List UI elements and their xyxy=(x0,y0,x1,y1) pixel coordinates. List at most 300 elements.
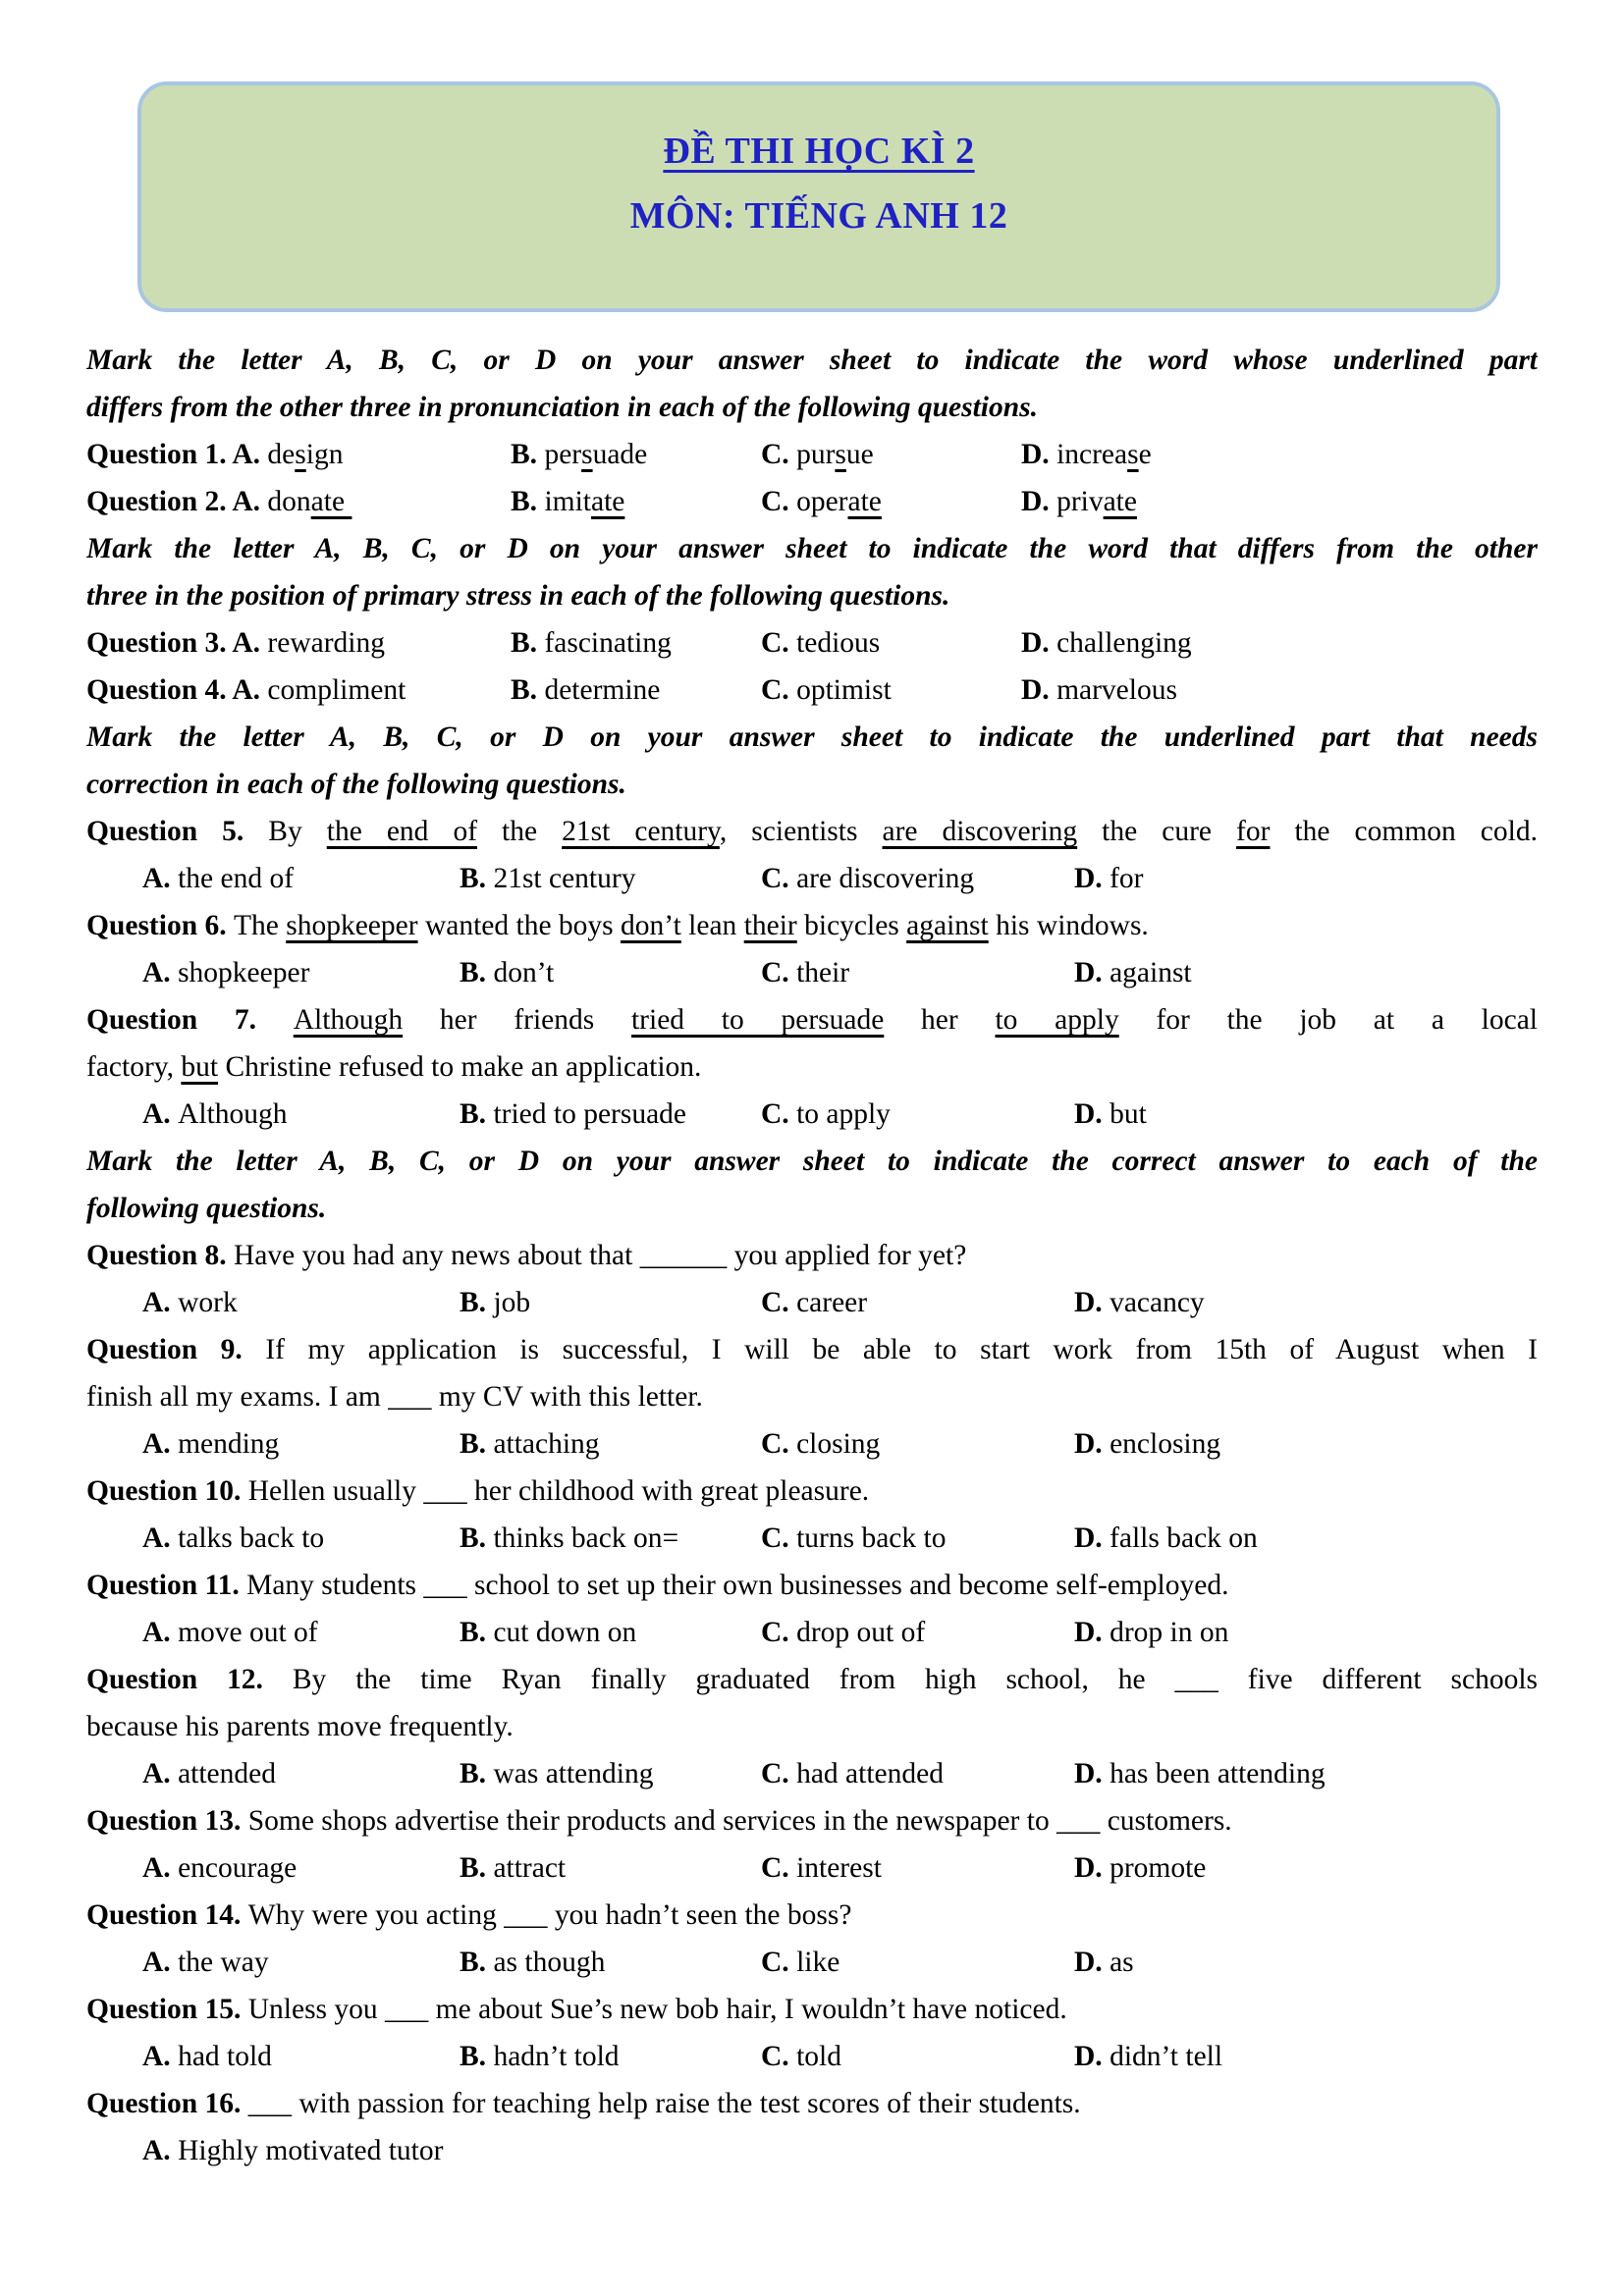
text-segment: ate xyxy=(847,486,882,517)
text-segment: marvelous xyxy=(1056,674,1177,706)
text-segment: C. xyxy=(761,1617,797,1648)
text-segment: Some shops advertise their products and services in the newspaper to ___ customers. xyxy=(247,1805,1232,1837)
text-segment: finish all my exams. I am ___ my CV with this letter. xyxy=(86,1381,703,1413)
text-segment: for xyxy=(1236,816,1271,847)
text-segment: If my application is successful, I will be able to start work from 15th of August when I xyxy=(265,1334,1538,1365)
text-segment: work xyxy=(178,1287,238,1318)
option-C xyxy=(761,1279,1074,1326)
option-A xyxy=(142,1750,460,1797)
question-13 xyxy=(86,1797,1538,1844)
question-1 xyxy=(86,431,1538,478)
option-D xyxy=(1074,1750,1538,1797)
text-segment: the end of xyxy=(178,863,295,894)
question-label-and-option-A xyxy=(86,431,511,478)
option-B xyxy=(511,478,761,525)
text-segment: increa xyxy=(1056,439,1128,470)
text-segment: three in the position of primary stress in each of the following questions. xyxy=(86,580,950,612)
text-segment: didn’t tell xyxy=(1110,2041,1223,2072)
question-label-and-option-A xyxy=(86,667,511,714)
text-segment: her friends xyxy=(403,1004,631,1036)
text-segment: falls back on xyxy=(1110,1522,1258,1554)
option-C xyxy=(761,1420,1074,1468)
text-segment: A. xyxy=(142,1522,179,1554)
text-segment: A. xyxy=(232,627,268,659)
text-segment: attract xyxy=(493,1852,567,1884)
text-segment: By the time Ryan finally graduated from high school, he ___ five different schools xyxy=(292,1664,1538,1695)
text-segment: B. xyxy=(460,1947,494,1978)
text-segment: told xyxy=(796,2041,841,2072)
text-segment: talks back to xyxy=(178,1522,325,1554)
text-segment: C. xyxy=(761,439,797,470)
question-label-and-option-A xyxy=(86,619,511,667)
text-segment: are discovering xyxy=(882,816,1078,847)
option-D xyxy=(1074,1515,1538,1562)
option-B xyxy=(460,855,761,902)
text-segment: C. xyxy=(761,627,797,659)
option-A xyxy=(142,1420,460,1468)
text-segment: their xyxy=(743,910,797,941)
text-segment: as though xyxy=(493,1947,606,1978)
text-segment: C. xyxy=(761,1287,797,1318)
text-segment: A. xyxy=(142,2041,179,2072)
text-segment: C. xyxy=(761,486,797,517)
text-segment: cut down on xyxy=(493,1617,637,1648)
text-segment: Have you had any news about that ______ you applied for yet? xyxy=(233,1240,967,1271)
text-segment: A. xyxy=(142,1098,179,1130)
option-D xyxy=(1074,1609,1538,1656)
text-segment: lean xyxy=(680,910,744,941)
option-D xyxy=(1074,1420,1538,1468)
option-B xyxy=(460,1609,761,1656)
text-segment: like xyxy=(796,1947,840,1978)
option-B xyxy=(460,1939,761,1986)
text-segment: B. xyxy=(460,1522,494,1554)
option-D xyxy=(1074,1844,1538,1892)
option-A xyxy=(142,2127,460,2174)
text-segment: A. xyxy=(142,1287,179,1318)
text-segment: their xyxy=(796,957,850,988)
text-segment: don xyxy=(267,486,311,517)
text-segment: the way xyxy=(178,1947,269,1978)
question-12 xyxy=(86,1656,1538,1703)
text-segment: A. xyxy=(142,1947,179,1978)
text-segment: had told xyxy=(178,2041,272,2072)
option-B xyxy=(511,619,761,667)
instruction-stress-line2 xyxy=(86,572,1538,619)
option-C xyxy=(761,667,1021,714)
text-segment: Mark the letter A, B, C, or D on your answer sheet to indicate the word whose underlined part xyxy=(86,345,1538,376)
text-segment: de xyxy=(267,439,296,470)
option-D xyxy=(1074,1091,1538,1138)
text-segment: shopkeeper xyxy=(286,910,418,941)
question-9-cont xyxy=(86,1373,1538,1420)
text-segment: Question 16. xyxy=(86,2088,248,2119)
exam-title: ĐỀ THI HỌC KÌ 2 xyxy=(663,131,975,172)
text-segment: ign xyxy=(305,439,344,470)
text-segment: closing xyxy=(796,1428,881,1460)
text-segment: challenging xyxy=(1056,627,1192,659)
question-label-and-option-A xyxy=(86,478,511,525)
text-segment: Although xyxy=(293,1004,404,1036)
option-C xyxy=(761,1844,1074,1892)
text-segment: Question 7. xyxy=(86,1004,294,1036)
text-segment: B. xyxy=(511,627,545,659)
text-segment: but xyxy=(1110,1098,1147,1130)
option-C xyxy=(761,1750,1074,1797)
text-segment: D. xyxy=(1074,1428,1110,1460)
text-segment: s xyxy=(295,439,306,470)
option-C xyxy=(761,1609,1074,1656)
text-segment: A. xyxy=(142,1428,179,1460)
text-segment: ate xyxy=(1103,486,1137,517)
question-9 xyxy=(86,1326,1538,1373)
text-segment: C. xyxy=(761,1947,797,1978)
question-16 xyxy=(86,2080,1538,2127)
text-segment: compliment xyxy=(267,674,406,706)
text-segment: C. xyxy=(761,863,797,894)
text-segment: Christine refused to make an application. xyxy=(218,1051,702,1083)
option-B xyxy=(460,1750,761,1797)
question-10-options xyxy=(86,1515,1538,1562)
text-segment: was attending xyxy=(493,1758,654,1789)
text-segment: Question 4. xyxy=(86,674,233,706)
option-B xyxy=(460,2033,761,2080)
option-A xyxy=(142,1279,460,1326)
text-segment: pur xyxy=(796,439,836,470)
text-segment: factory, xyxy=(86,1051,182,1083)
text-segment: D. xyxy=(1074,1947,1110,1978)
option-C xyxy=(761,949,1074,996)
option-C xyxy=(761,1091,1074,1138)
instruction-correct-answer-line2 xyxy=(86,1185,1538,1232)
text-segment: Why were you acting ___ you hadn’t seen the boss? xyxy=(247,1899,852,1931)
question-14 xyxy=(86,1892,1538,1939)
text-segment: ate xyxy=(310,486,352,517)
question-9-options xyxy=(86,1420,1538,1468)
option-C xyxy=(761,855,1074,902)
instruction-correction-line2 xyxy=(86,761,1538,808)
question-14-options xyxy=(86,1939,1538,1986)
option-B xyxy=(460,949,761,996)
option-D xyxy=(1074,949,1538,996)
text-segment: the xyxy=(477,816,563,847)
text-segment: bicycles xyxy=(796,910,907,941)
text-segment: B. xyxy=(460,1287,494,1318)
instruction-pronunciation-line2 xyxy=(86,384,1538,431)
text-segment: Question 2. xyxy=(86,486,233,517)
question-15 xyxy=(86,1986,1538,2033)
text-segment: B. xyxy=(511,439,545,470)
question-6 xyxy=(86,902,1538,949)
option-D xyxy=(1021,619,1538,667)
text-segment: Question 14. xyxy=(86,1899,248,1931)
text-segment: A. xyxy=(232,439,268,470)
text-segment: drop in on xyxy=(1110,1617,1229,1648)
option-D xyxy=(1021,667,1538,714)
text-segment: move out of xyxy=(178,1617,318,1648)
option-B xyxy=(460,1091,761,1138)
text-segment: D. xyxy=(1074,1758,1110,1789)
option-C xyxy=(761,619,1021,667)
text-segment: ue xyxy=(845,439,874,470)
instruction-correct-answer-line1 xyxy=(86,1138,1538,1185)
text-segment: D. xyxy=(1021,627,1057,659)
question-11-options xyxy=(86,1609,1538,1656)
text-segment: D. xyxy=(1074,2041,1110,2072)
text-segment: 21st century xyxy=(493,863,636,894)
option-A xyxy=(142,1844,460,1892)
text-segment: D. xyxy=(1021,486,1057,517)
text-segment: B. xyxy=(511,674,545,706)
text-segment: Mark the letter A, B, C, or D on your answer sheet to indicate the underlined part that needs xyxy=(86,721,1538,753)
option-C xyxy=(761,1515,1074,1562)
text-segment: the cure xyxy=(1077,816,1237,847)
text-segment: uade xyxy=(592,439,648,470)
text-segment: attaching xyxy=(493,1428,600,1460)
text-segment: Question 1. xyxy=(86,439,233,470)
text-segment: but xyxy=(181,1051,219,1083)
option-D xyxy=(1074,1939,1538,1986)
text-segment: D. xyxy=(1074,1852,1110,1884)
instruction-stress-line1 xyxy=(86,525,1538,572)
text-segment: C. xyxy=(761,1852,797,1884)
text-segment: to apply xyxy=(995,1004,1119,1036)
text-segment: C. xyxy=(761,2041,797,2072)
text-segment: Question 10. xyxy=(86,1475,248,1507)
option-D xyxy=(1021,431,1538,478)
question-12-options xyxy=(86,1750,1538,1797)
question-13-options xyxy=(86,1844,1538,1892)
question-3 xyxy=(86,619,1538,667)
text-segment: B. xyxy=(460,863,494,894)
text-segment: ate xyxy=(590,486,625,517)
text-segment: against xyxy=(906,910,989,941)
text-segment: Question 8. xyxy=(86,1240,234,1271)
text-segment: priv xyxy=(1056,486,1104,517)
option-B xyxy=(460,1844,761,1892)
text-segment: D. xyxy=(1074,1522,1110,1554)
text-segment: Unless you ___ me about Sue’s new bob hair, I wouldn’t have noticed. xyxy=(247,1994,1067,2025)
text-segment: enclosing xyxy=(1110,1428,1221,1460)
text-segment: against xyxy=(1110,957,1192,988)
text-segment: for the job at a local xyxy=(1118,1004,1538,1036)
text-segment: B. xyxy=(460,957,494,988)
text-segment: B. xyxy=(460,1758,494,1789)
option-A xyxy=(142,1091,460,1138)
question-8 xyxy=(86,1232,1538,1279)
text-segment: D. xyxy=(1074,863,1110,894)
text-segment: e xyxy=(1138,439,1152,470)
option-B xyxy=(460,1515,761,1562)
option-C xyxy=(761,2033,1074,2080)
text-segment: her xyxy=(884,1004,996,1036)
option-D xyxy=(1021,478,1538,525)
text-segment: B. xyxy=(460,1098,494,1130)
option-D xyxy=(1074,855,1538,902)
question-6-options xyxy=(86,949,1538,996)
text-segment: B. xyxy=(460,1852,494,1884)
question-15-options xyxy=(86,2033,1538,2080)
text-segment: D. xyxy=(1074,957,1110,988)
option-B xyxy=(511,667,761,714)
instruction-correction-line1 xyxy=(86,714,1538,761)
text-segment: rewarding xyxy=(267,627,386,659)
option-A xyxy=(142,1609,460,1656)
option-D xyxy=(1074,2033,1538,2080)
text-segment: differs from the other three in pronunciation in each of the following questions. xyxy=(86,392,1038,423)
text-segment: had attended xyxy=(796,1758,944,1789)
text-segment: wanted the boys xyxy=(417,910,622,941)
option-B xyxy=(460,1279,761,1326)
text-segment: Question 11. xyxy=(86,1570,247,1601)
text-segment: Question 3. xyxy=(86,627,233,659)
text-segment: tried to persuade xyxy=(493,1098,687,1130)
text-segment: s xyxy=(835,439,846,470)
text-segment: C. xyxy=(761,674,797,706)
text-segment: determine xyxy=(544,674,661,706)
text-segment: B. xyxy=(460,2041,494,2072)
text-segment: are discovering xyxy=(796,863,975,894)
text-segment: following questions. xyxy=(86,1193,327,1224)
text-segment: encourage xyxy=(178,1852,298,1884)
text-segment: optimist xyxy=(796,674,892,706)
option-A xyxy=(142,1515,460,1562)
text-segment: don’t xyxy=(493,957,555,988)
text-segment: career xyxy=(796,1287,868,1318)
text-segment: fascinating xyxy=(544,627,672,659)
question-2 xyxy=(86,478,1538,525)
text-segment: A. xyxy=(142,957,179,988)
text-segment: mending xyxy=(178,1428,280,1460)
text-segment: has been attending xyxy=(1110,1758,1326,1789)
option-B xyxy=(460,1420,761,1468)
question-16-options xyxy=(86,2127,1538,2174)
text-segment: shopkeeper xyxy=(178,957,310,988)
text-segment: C. xyxy=(761,957,797,988)
text-segment: tried to persuade xyxy=(630,1004,885,1036)
text-segment: D. xyxy=(1021,674,1057,706)
text-segment: job xyxy=(493,1287,531,1318)
text-segment: , scientists xyxy=(719,816,883,847)
text-segment: the common cold. xyxy=(1270,816,1538,847)
text-segment: his windows. xyxy=(988,910,1149,941)
text-segment: C. xyxy=(761,1428,797,1460)
text-segment: Question 13. xyxy=(86,1805,248,1837)
text-segment: Question 12. xyxy=(86,1664,293,1695)
text-segment: B. xyxy=(511,486,545,517)
text-segment: interest xyxy=(796,1852,882,1884)
text-segment: A. xyxy=(142,1852,179,1884)
text-segment: D. xyxy=(1074,1287,1110,1318)
text-segment: C. xyxy=(761,1098,797,1130)
text-segment: B. xyxy=(460,1617,494,1648)
instruction-pronunciation-line1 xyxy=(86,337,1538,384)
question-12-cont xyxy=(86,1703,1538,1750)
text-segment: to apply xyxy=(796,1098,891,1130)
question-5-options xyxy=(86,855,1538,902)
text-segment: A. xyxy=(142,1617,179,1648)
text-segment: promote xyxy=(1110,1852,1207,1884)
option-D xyxy=(1074,1279,1538,1326)
exam-header-box xyxy=(137,81,1500,312)
text-segment: per xyxy=(544,439,582,470)
text-segment: Question 6. xyxy=(86,910,234,941)
text-segment: Many students ___ school to set up their own businesses and become self-employed. xyxy=(246,1570,1229,1601)
option-A xyxy=(142,2033,460,2080)
text-segment: Question 15. xyxy=(86,1994,248,2025)
text-segment: By xyxy=(268,816,327,847)
question-11 xyxy=(86,1562,1538,1609)
option-B xyxy=(511,431,761,478)
text-segment: The xyxy=(233,910,287,941)
question-4 xyxy=(86,667,1538,714)
text-segment: tedious xyxy=(796,627,881,659)
text-segment: Although xyxy=(178,1098,288,1130)
question-7 xyxy=(86,996,1538,1043)
question-10 xyxy=(86,1468,1538,1515)
text-segment: hadn’t told xyxy=(493,2041,620,2072)
option-A xyxy=(142,1939,460,1986)
text-segment: for xyxy=(1110,863,1144,894)
text-segment: vacancy xyxy=(1110,1287,1205,1318)
text-segment: drop out of xyxy=(796,1617,926,1648)
text-segment: because his parents move frequently. xyxy=(86,1711,514,1742)
text-segment: turns back to xyxy=(796,1522,947,1554)
option-C xyxy=(761,1939,1074,1986)
question-7-options xyxy=(86,1091,1538,1138)
text-segment: oper xyxy=(796,486,848,517)
text-segment: as xyxy=(1110,1947,1134,1978)
text-segment: A. xyxy=(142,863,179,894)
text-segment: the end of xyxy=(326,816,478,847)
text-segment: D. xyxy=(1021,439,1057,470)
text-segment: correction in each of the following questions. xyxy=(86,769,626,800)
text-segment: A. xyxy=(232,674,268,706)
text-segment: Hellen usually ___ her childhood with great pleasure. xyxy=(247,1475,870,1507)
text-segment: Mark the letter A, B, C, or D on your answer sheet to indicate the word that differs from the other xyxy=(86,533,1538,564)
option-A xyxy=(142,949,460,996)
text-segment: C. xyxy=(761,1758,797,1789)
text-segment: A. xyxy=(142,2135,179,2166)
text-segment: Question 5. xyxy=(86,816,269,847)
text-segment: s xyxy=(581,439,593,470)
text-segment: Highly motivated tutor xyxy=(178,2135,444,2166)
text-segment: don’t xyxy=(621,910,681,941)
text-segment: thinks back on= xyxy=(493,1522,679,1554)
option-A xyxy=(142,855,460,902)
text-segment: Mark the letter A, B, C, or D on your answer sheet to indicate the correct answer to each of the xyxy=(86,1146,1538,1177)
exam-body xyxy=(0,337,1624,2174)
text-segment: D. xyxy=(1074,1098,1110,1130)
text-segment: ___ with passion for teaching help raise the test scores of their students. xyxy=(247,2088,1081,2119)
question-8-options xyxy=(86,1279,1538,1326)
text-segment: A. xyxy=(142,1758,179,1789)
question-5 xyxy=(86,808,1538,855)
exam-subject-title: MÔN: TIẾNG ANH 12 xyxy=(629,195,1008,237)
text-segment: D. xyxy=(1074,1617,1110,1648)
option-C xyxy=(761,431,1021,478)
question-7-cont xyxy=(86,1043,1538,1091)
option-C xyxy=(761,478,1021,525)
text-segment: C. xyxy=(761,1522,797,1554)
text-segment: attended xyxy=(178,1758,276,1789)
text-segment: A. xyxy=(232,486,268,517)
text-segment: Question 9. xyxy=(86,1334,266,1365)
text-segment: B. xyxy=(460,1428,494,1460)
text-segment: imit xyxy=(544,486,591,517)
text-segment: 21st century xyxy=(562,816,720,847)
text-segment: s xyxy=(1127,439,1139,470)
